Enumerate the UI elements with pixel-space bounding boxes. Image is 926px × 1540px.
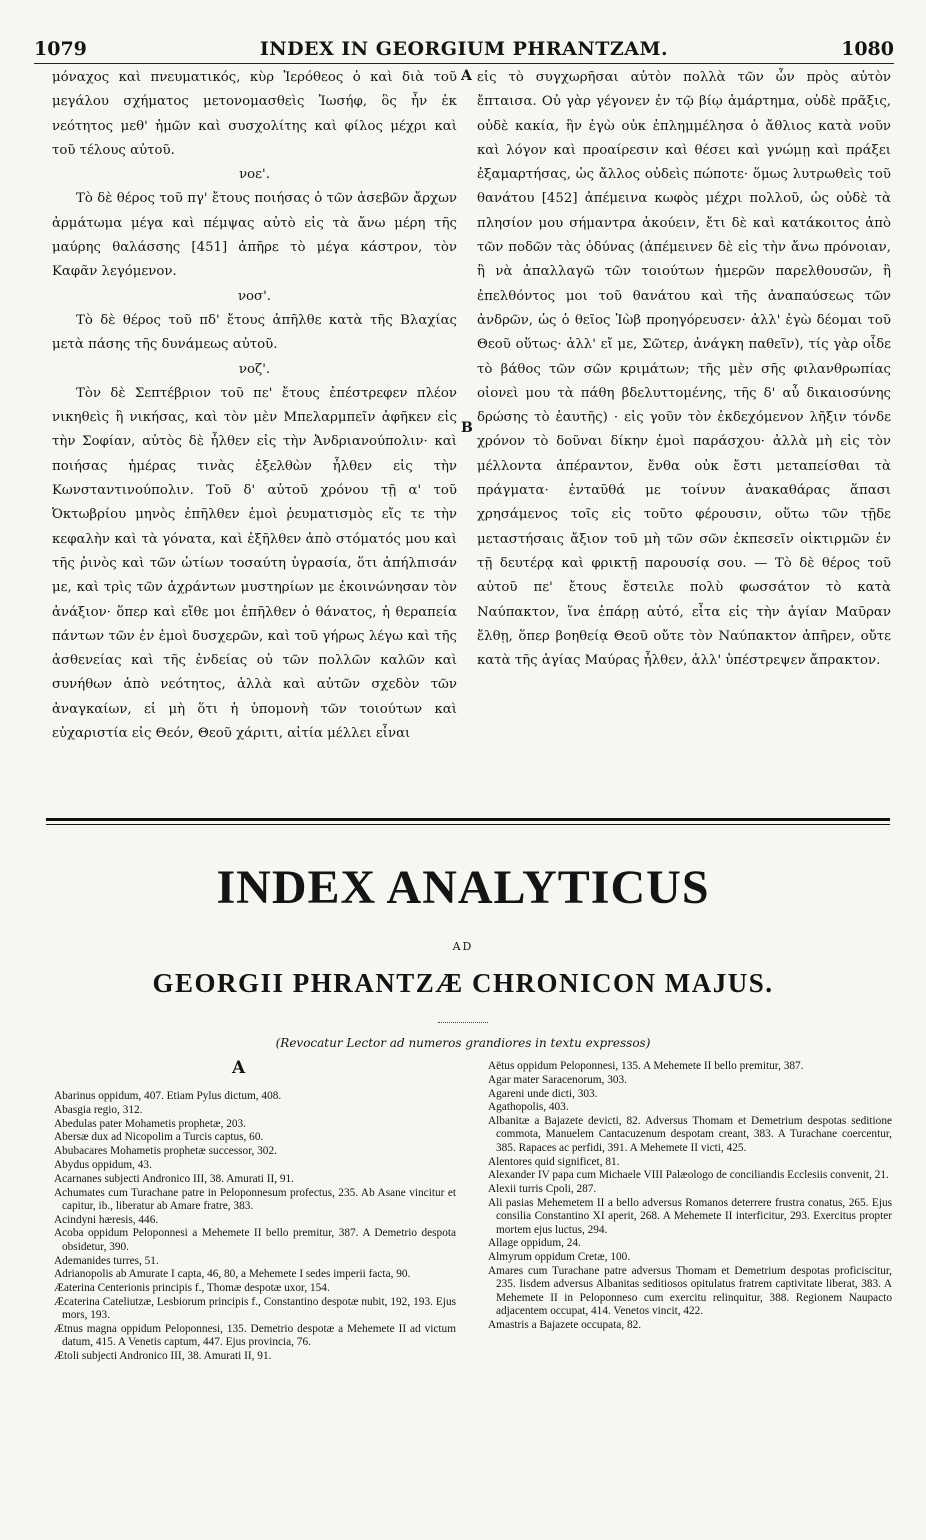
index-column-left — [46, 1090, 456, 1364]
index-entry: Amares cum Turachane patre adversus Thomam et Demetrium despotas proficiscitur, 235. Iisdem adversus Albanitas seditiosos opitulatus fratrem captivitate liberat, 383. A Mehemete II in Peloponneso cum exercitu relinquitur, 388. Regionem Naupacto adjacentem occupat, 414. Venetos vincit, 422. — [488, 1264, 892, 1317]
margin-letter-a: A — [461, 68, 472, 84]
index-entry: Agathopolis, 403. — [488, 1101, 569, 1114]
greek-paragraph: Τὸ δὲ θέρος τοῦ πδ' ἔτους ἀπῆλθε κατὰ τῆς Βλαχίας μετὰ πάσης τῆς δυνάμεως αὐτοῦ. — [52, 312, 457, 353]
index-entry: Allage oppidum, 24. — [488, 1237, 581, 1250]
index-entry: Acindyni hæresis, 446. — [54, 1213, 159, 1226]
index-entry: Albanitæ a Bajazete devicti, 82. Adversus Thomam et Demetrium despotas seditione commota, Manuelem Cantacuzenum despotam creant, 383. A Turachane coercentur, 385. Rapaces ac perfidi, 391. A Mehemete II victi, 425. — [488, 1115, 892, 1154]
section-divider-thick — [46, 818, 890, 821]
greek-paragraph: Τὸ δὲ θέρος τοῦ πγ' ἔτους ποιήσας ὁ τῶν ἀσεβῶν ἄρχων ἀρμάτωμα μέγα καὶ πέμψας αὐτὸ εἰς τὰ ἄνω μέρη τῆς μαύρης θαλάσσης [451] ἀπῆρε τὸ μέγα κάστρον, τὸν Καφᾶν λεγόμενον. — [52, 191, 457, 280]
greek-paragraph: Τὸν δὲ Σεπτέβριον τοῦ πε' ἔτους ἐπέστρεφεν πλέον νικηθεὶς ἢ νικήσας, καὶ τὸν μὲν Μπελαρμπεῖν ἀφῆκεν εἰς τὴν Σοφίαν, αὐτὸς δὲ ἦλθεν εἰς τὴν Ἀνδριανούπολιν· καὶ ποιήσας ἡμέρας τινὰς ἐξελθὼν ἦλθεν εἰς τὴν Κωνσταντινούπολιν. Τοῦ δ' αὐτοῦ χρόνου τῇ α' τοῦ Ὀκτωβρίου μηνὸς ἐπῆλθεν ἐμοὶ ῥευματισμὸς εἴς τε τὴν κεφαλὴν καὶ τὰ γόνατα, καὶ ἐξῆλθεν ἀπὸ στόματός μου καὶ τῆς ῥινὸς καὶ τῶν ὠτίων τοσαύτη ὑγρασία, ὅτι ἀπήλπισάν με, καὶ τρὶς τῶν ἀχράντων μυστηρίων με ἐκοινώνησαν τὸν ἀνάξιον· ὅπερ καὶ εἴθε μοι ἐπῆλθεν ὁ θάνατος, ἡ θεραπεία πάντων τῶν ἐν ἐμοὶ δυσχερῶν, καὶ τοῦ γήρως λέγω καὶ τῆς ἀσθενείας καὶ τῆς ἐνδείας οὐ τῶν πολλῶν καλῶν καὶ συνήθων ἀπὸ νεότητος, ἀλλὰ καὶ αὐτῶν σχεδὸν τῶν ἀναγκαίων, εἰ μὴ ὅτι ἡ ὑπομονὴ τῶν τοιούτων καὶ εὐχαριστία εἰς Θεόν, Θεοῦ χάριτι, αἰτία μέλλει εἶναι — [52, 385, 457, 742]
greek-column-left — [52, 66, 457, 766]
index-letter-heading: A — [232, 1058, 246, 1078]
index-entry: Abubacares Mohametis prophetæ successor, 302. — [54, 1145, 277, 1158]
page-number-left: 1079 — [34, 38, 87, 60]
index-entry: Acarnanes subjecti Andronico III, 38. Amurati II, 91. — [54, 1172, 294, 1185]
index-title: INDEX ANALYTICUS — [216, 861, 710, 914]
index-entry: Abarinus oppidum, 407. Etiam Pylus dictum, 408. — [54, 1090, 282, 1102]
index-entry: Æaterina Centerionis principis f., Thomæ despotæ uxor, 154. — [54, 1282, 330, 1295]
index-entry: Ali pasias Mehemetem II a bello adversus Romanos deterrere frustra conatus, 265. Ejus consilia Constantino XI aperit, 268. A Mehemete II interficitur, 293. Exercitus propter mortem ejus luctus, 294. — [488, 1196, 892, 1236]
index-ad: AD — [452, 940, 474, 953]
index-entry: Agar mater Saracenorum, 303. — [488, 1073, 627, 1086]
index-entry: Ætnus magna oppidum Peloponnesi, 135. Demetrio despotæ a Mehemete II ad victum datum, 415. A Venetis captum, 447. Ejus provincia, 76. — [54, 1323, 456, 1349]
section-numeral: νοε'. — [239, 167, 270, 183]
greek-paragraph: μόναχος καὶ πνευματικός, κὺρ Ἱερόθεος ὁ καὶ διὰ τοῦ μεγάλου σχήματος μετονομασθεὶς Ἰωσήφ, ὃς ἦν ἐκ νεότητος μεθ' ἡμῶν καὶ συσχολίτης καὶ φίλος μέχρι καὶ τοῦ τέλους αὐτοῦ. — [52, 70, 457, 158]
index-entry: Ætoli subjecti Andronico III, 38. Amurati II, 91. — [54, 1350, 272, 1363]
index-entry: Alentores quid significet, 81. — [488, 1155, 620, 1168]
greek-column-right — [477, 66, 891, 766]
section-numeral: νοζ'. — [238, 361, 271, 377]
index-entry: Acoba oppidum Peloponnesi a Mehemete II bello premitur, 387. A Demetrio despota obsidetur, 390. — [54, 1227, 456, 1253]
index-entry: Achumates cum Turachane patre in Peloponnesum profectus, 235. Ab Asane vincitur et capitur, ib., liberatur ab Amare fratre, 383. — [54, 1186, 456, 1212]
running-title: INDEX IN GEORGIUM PHRANTZAM. — [259, 38, 669, 60]
index-entry: Aëtus oppidum Peloponnesi, 135. A Mehemete II bello premitur, 387. — [488, 1060, 804, 1072]
index-entry: Amastris a Bajazete occupata, 82. — [488, 1318, 642, 1331]
ornament-rule — [438, 1022, 488, 1023]
running-header — [34, 38, 894, 60]
index-subtitle: GEORGII PHRANTZÆ CHRONICON MAJUS. — [152, 968, 774, 998]
margin-letter-b: B — [461, 420, 473, 436]
section-divider-thin — [46, 824, 890, 825]
index-entry: Alexander IV papa cum Michaele VIII Palæologo de conciliandis Ecclesiis convenit, 21. — [488, 1169, 889, 1182]
index-entry: Abersæ dux ad Nicopolim a Turcis captus, 60. — [54, 1131, 264, 1144]
index-note: (Revocatur Lector ad numeros grandiores in textu expressos) — [275, 1036, 651, 1050]
header-rule — [34, 63, 894, 64]
index-entry: Almyrum oppidum Cretæ, 100. — [488, 1251, 631, 1264]
index-entry: Alexii turris Cpoli, 287. — [488, 1183, 597, 1196]
greek-paragraph: εἰς τὸ συγχωρῆσαι αὐτὸν πολλὰ τῶν ὧν πρὸς αὐτὸν ἔπταισα. Οὐ γὰρ γέγονεν ἐν τῷ βίῳ ἁμάρτημα, οὐδὲ πρᾶξις, οὐδὲ κακία, ἣν ἐγὼ οὐκ ἐπλημμέλησα ὁ ἄθλιος κατὰ νοῦν καὶ λόγον καὶ προαίρεσιν καὶ θέσει καὶ γνώμῃ καὶ πράξει ἐξαμαρτήσας, ὡς ἄλλος οὐδεὶς πώποτε· ὅμως λυτρωθεὶς τοῦ θανάτου [452] ἀπέμεινα κωφὸς μέχρι πολλοῦ, ὡς οὐδὲ τὰ πλησίον μου σήμαντρα ἀκούειν, ἔτι δὲ καὶ κατάκοιτος ἀπὸ τῶν ποδῶν τὰς ὀδύνας (ἀπέμεινεν δὲ εἰς τὴν ἄνω πρόνοιαν, ἢ νὰ ἀπαλλαγῶ τῶν τοιούτων ἡμερῶν παρελθουσῶν, ἢ ἐπελθόντος μοι τοῦ θανάτου καὶ τῆς ἀναπαύσεως τῶν ἀνδρῶν, ὡς ὁ θεῖος Ἰὼβ προηγόρευσεν· ἀλλ' ἐγὼ δέομαι τοῦ Θεοῦ οὕτως· ἀλλ' εἴ με, Σῶτερ, ἀνάγκη παθεῖν), τίς γὰρ οἶδε τὸ βάθος τῶν σῶν κριμάτων; τῆς μὲν σῆς φιλανθρωπίας οἱονεὶ μου τὰ πάθη βδελυττομένης, τῆς δ' αὖ δικαιοσύνης δρώσης τὸ ἑαυτῆς) · εἰς γοῦν τὸν ἐκδεχόμενον λῆξιν τόνδε χρόνον τὸ δοῦναι δίκην ἐμοὶ παράσχου· ἀλλὰ μὴ εἰς τὸν μέλλοντα ἀπέραντον, ἔνθα οὐκ ἔστι μεταπείσθαι τὰ πράγματα· ἐνταῦθά με τοίνυν ἀνακαθάρας ἅπασι χρησάμενος τοῖς εἰς τοῦτο φέρουσιν, οὕτω τῶν τῇδε μεταστήσαις ἄξιον τοῦ μὴ τῶν σῶν ἐκπεσεῖν οἰκτιρμῶν ἐν τῇ δευτέρᾳ καὶ φρικτῇ παρουσίᾳ σου. — Τὸ δὲ θέρος τοῦ αὐτοῦ πε' ἔτους ἔστειλε πολὺ φωσσάτον τὸ κατὰ Ναύπακτον, ἵνα ἐπάρῃ αὐτό, εἶτα εἰς τὴν ἁγίαν Μαῦραν ἔλθῃ, ὅπερ βοηθείᾳ Θεοῦ οὔτε τὸν Ναύπακτον ἀπῆρεν, οὔτε κατὰ τῆς ἁγίας Μαύρας ἦλθεν, ἀλλ' ὑπέστρεψεν ἄπρακτον. — [477, 70, 891, 669]
index-column-right — [480, 1060, 892, 1332]
index-entry: Abydus oppidum, 43. — [54, 1158, 152, 1171]
index-entry: Agareni unde dicti, 303. — [488, 1087, 598, 1100]
index-entry: Ademanides turres, 51. — [54, 1254, 159, 1267]
index-entry: Abasgia regio, 312. — [54, 1103, 143, 1116]
page-number-right: 1080 — [841, 38, 894, 60]
index-entry: Adrianopolis ab Amurate I capta, 46, 80, a Mehemete I sedes imperii facta, 90. — [54, 1268, 411, 1281]
section-numeral: νοσ'. — [237, 288, 272, 304]
index-entry: Æcaterina Cateliutzæ, Lesbiorum principis f., Constantino despotæ nubit, 192, 193. Ejus mors, 193. — [54, 1295, 456, 1322]
index-entry: Abedulas pater Mohametis prophetæ, 203. — [54, 1117, 247, 1130]
